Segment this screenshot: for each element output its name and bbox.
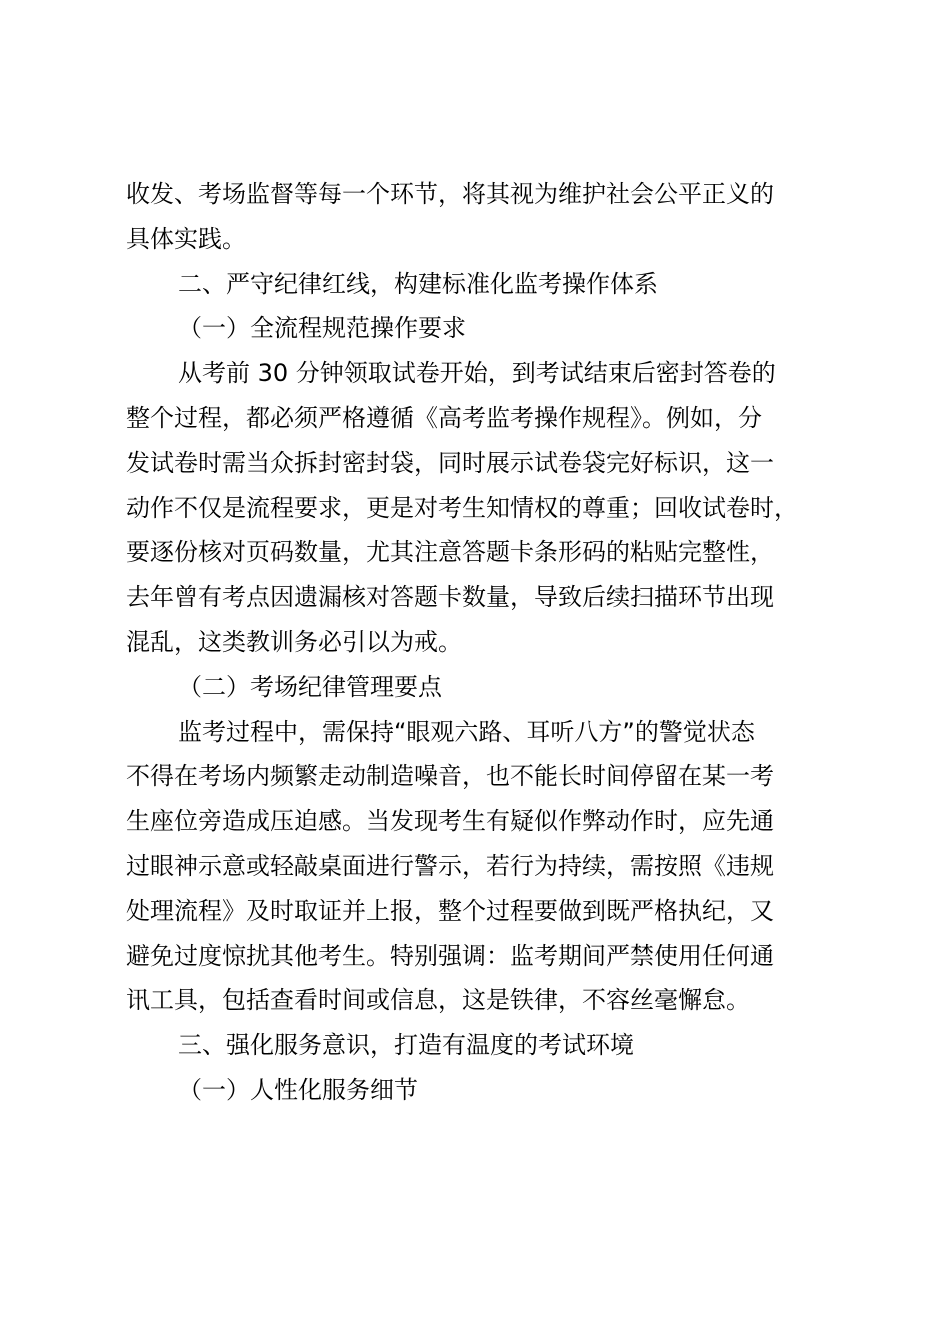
text-line: 生座位旁造成压迫感。当发现考生有疑似作弊动作时，应先通: [126, 807, 774, 836]
text-line: 避免过度惊扰其他考生。特别强调：监考期间严禁使用任何通: [126, 941, 774, 970]
text-line: 动作不仅是流程要求，更是对考生知情权的尊重；回收试卷时，: [126, 493, 798, 522]
text-line: 整个过程，都必须严格遵循《高考监考操作规程》。例如，分: [126, 403, 762, 432]
text-line: 发试卷时需当众拆封密封袋，同时展示试卷袋完好标识，这一: [126, 448, 774, 477]
text-line: 处理流程》及时取证并上报，整个过程要做到既严格执纪，又: [126, 896, 774, 925]
text-line: 要逐份核对页码数量，尤其注意答题卡条形码的粘贴完整性，: [126, 538, 774, 567]
text-line: 过眼神示意或轻敲桌面进行警示，若行为持续，需按照《违规: [126, 851, 774, 880]
text-line: 监考过程中，需保持“眼观六路、耳听八方”的警觉状态: [178, 717, 755, 746]
text-line: 不得在考场内频繁走动制造噪音，也不能长时间停留在某一考: [126, 762, 774, 791]
document-body: [126, 172, 838, 1113]
text-line: 收发、考场监督等每一个环节，将其视为维护社会公平正义的: [126, 180, 774, 208]
text-line: 混乱，这类教训务必引以为戒。: [126, 627, 462, 656]
text-line: （一）全流程规范操作要求: [178, 314, 466, 343]
text-line: （一）人性化服务细节: [178, 1075, 418, 1104]
text-line: 具体实践。: [126, 224, 246, 253]
text-line: （二）考场纪律管理要点: [178, 672, 442, 701]
text-line: 讯工具，包括查看时间或信息，这是铁律，不容丝毫懈怠。: [126, 986, 750, 1015]
text-line: 去年曾有考点因遗漏核对答题卡数量，导致后续扫描环节出现: [126, 583, 774, 612]
text-line: 三、强化服务意识，打造有温度的考试环境: [178, 1031, 634, 1060]
text-line: 从考前 30 分钟领取试卷开始，到考试结束后密封答卷的: [178, 359, 776, 388]
text-line: 二、严守纪律红线，构建标准化监考操作体系: [178, 269, 658, 298]
